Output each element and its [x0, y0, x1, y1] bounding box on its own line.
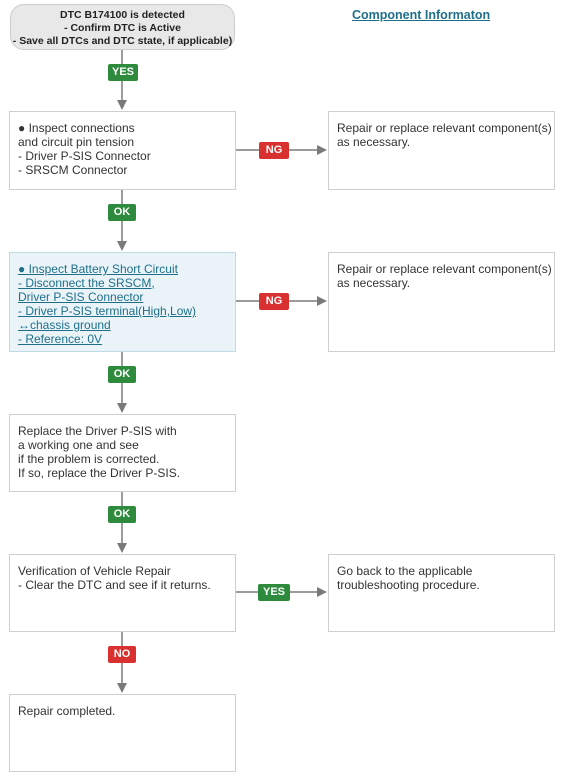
step-line: a working one and see [18, 438, 139, 452]
badge-yes-start: YES [108, 64, 138, 81]
step-line: - SRSCM Connector [18, 163, 128, 177]
step-inspect-connections [9, 111, 236, 190]
battery-short-link[interactable]: - Driver P-SIS terminal(High,Low) [18, 304, 197, 318]
battery-short-link[interactable]: - Disconnect the SRSCM, [18, 276, 155, 290]
step-line: Repair completed. [18, 704, 116, 718]
battery-short-link[interactable]: - Reference: 0V [18, 332, 103, 346]
step-line: Go back to the applicable [337, 564, 473, 578]
step-inspect-battery-short[interactable] [9, 252, 236, 352]
step-line: ● Inspect connections [18, 121, 135, 135]
step-line: Repair or replace relevant component(s) [337, 121, 552, 135]
badge-yes-step4: YES [258, 584, 290, 601]
step-line: troubleshooting procedure. [337, 578, 480, 592]
step-repair-replace-1 [328, 111, 555, 190]
start-line: - Save all DTCs and DTC state, if applicable) [12, 35, 233, 47]
step-line: Verification of Vehicle Repair [18, 564, 171, 578]
badge-ng-step1: NG [259, 142, 289, 159]
step-line: If so, replace the Driver P-SIS. [18, 466, 181, 480]
step-line: as necessary. [337, 135, 411, 149]
step-line: Replace the Driver P-SIS with [18, 424, 177, 438]
step-line: Repair or replace relevant component(s) [337, 262, 552, 276]
start-line: DTC B174100 is detected [60, 9, 185, 21]
badge-no-step4: NO [108, 646, 136, 663]
start-line: - Confirm DTC is Active [64, 22, 181, 34]
battery-short-link[interactable]: Driver P-SIS Connector [18, 290, 144, 304]
start-dtc-detected [10, 4, 235, 50]
step-line: - Clear the DTC and see if it returns. [18, 578, 211, 592]
badge-ok-step3: OK [108, 506, 136, 523]
step-line: and circuit pin tension [18, 135, 135, 149]
component-information-link[interactable]: Component Informaton [352, 8, 491, 22]
battery-short-link[interactable]: ● Inspect Battery Short Circuit [18, 262, 178, 276]
step-verification [9, 554, 236, 632]
step-line: - Driver P-SIS Connector [18, 149, 151, 163]
battery-short-link[interactable]: ↔chassis ground [18, 318, 111, 332]
step-replace-driver-psis [9, 414, 236, 492]
step-line: as necessary. [337, 276, 411, 290]
badge-ng-step2: NG [259, 293, 289, 310]
step-repair-completed [9, 694, 236, 772]
badge-ok-step1: OK [108, 204, 136, 221]
step-line: if the problem is corrected. [18, 452, 160, 466]
step-repair-replace-2 [328, 252, 555, 352]
badge-ok-step2: OK [108, 366, 136, 383]
step-go-back [328, 554, 555, 632]
